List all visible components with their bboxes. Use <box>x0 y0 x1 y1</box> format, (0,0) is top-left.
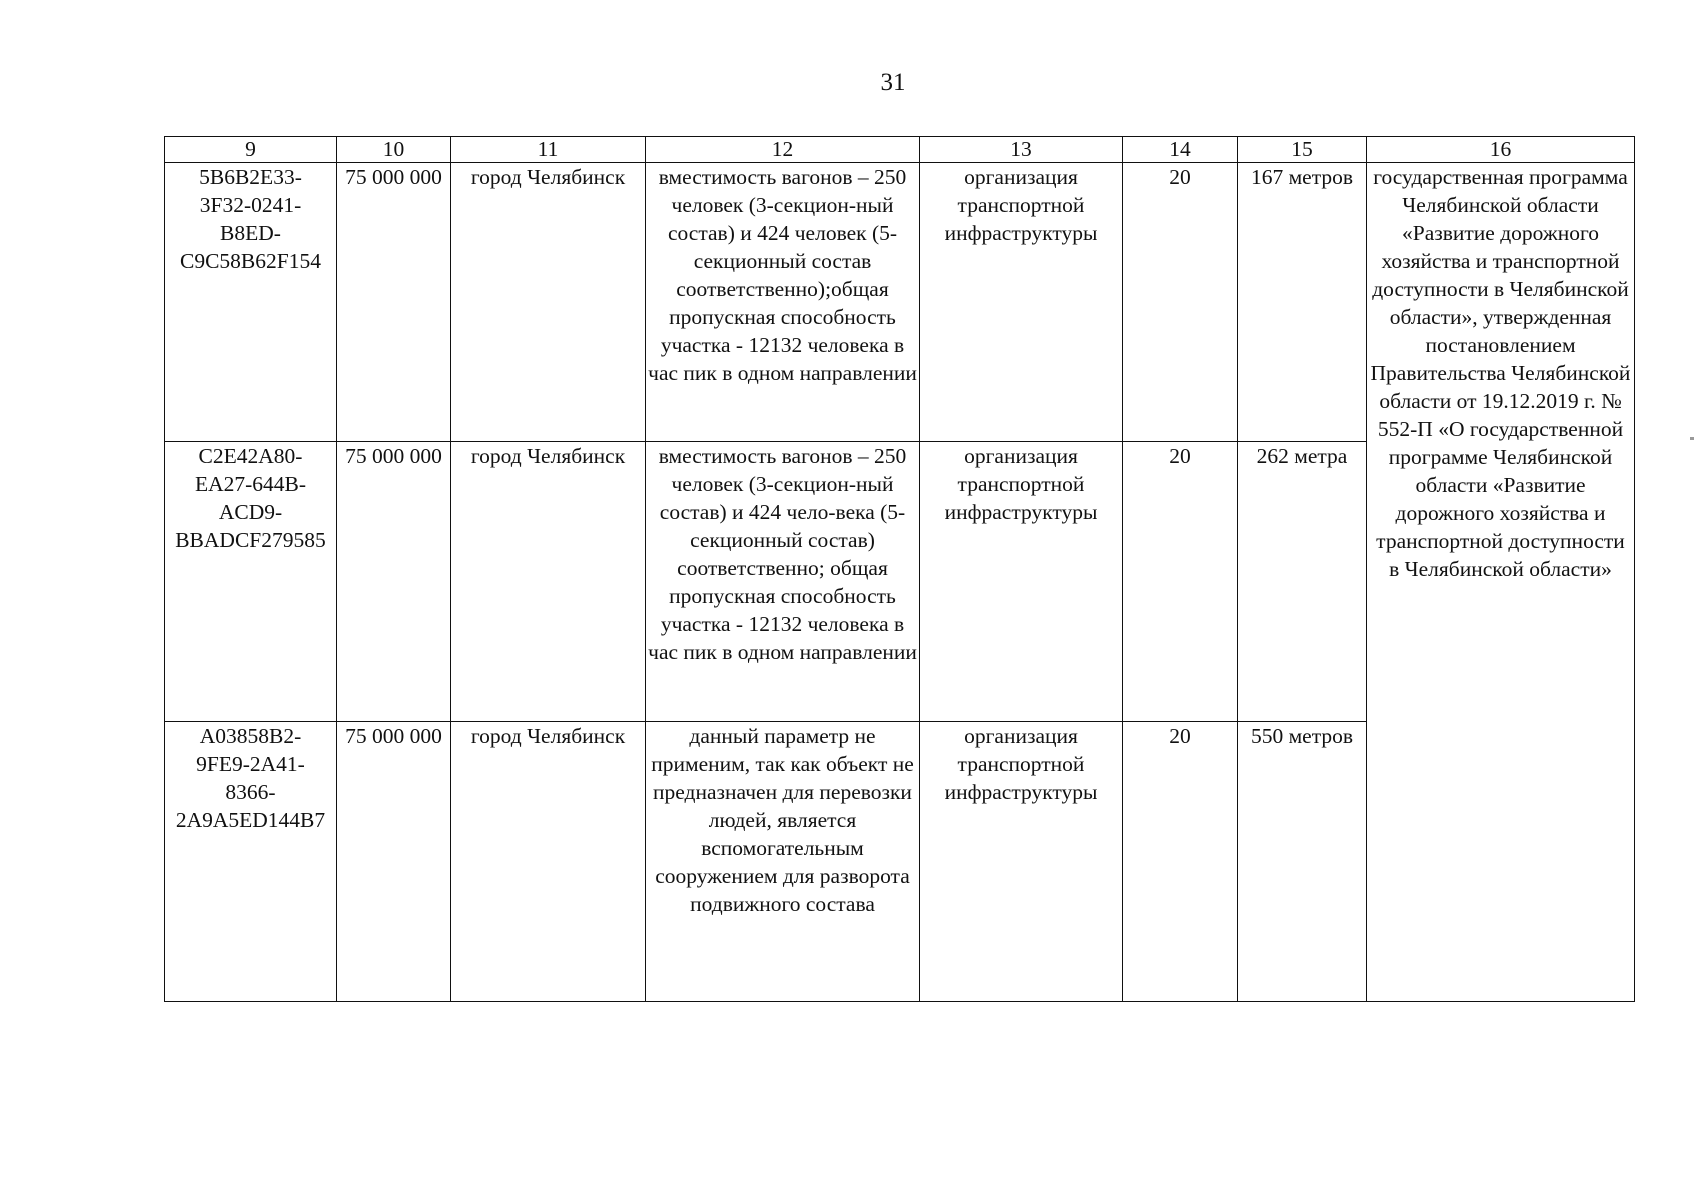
object-id-line: 2A9A5ED144B7 <box>175 808 326 832</box>
object-id-line: 5B6B2E33- <box>199 165 302 189</box>
scan-speck <box>1690 437 1694 440</box>
location-cell: город Челябинск <box>451 442 646 722</box>
term-cell: 20 <box>1123 442 1238 722</box>
object-id-line: A03858B2- <box>199 724 302 748</box>
header-cell-12: 12 <box>646 137 920 163</box>
object-id-line: 3F32-0241- <box>199 193 302 217</box>
term-cell: 20 <box>1123 163 1238 442</box>
object-id-cell <box>165 722 337 1002</box>
object-id-line: 8366- <box>225 780 276 804</box>
object-id-line: C9C58B62F154 <box>180 249 321 273</box>
header-cell-16: 16 <box>1367 137 1635 163</box>
header-cell-10: 10 <box>337 137 451 163</box>
parameter-cell: вместимость вагонов – 250 человек (3-секцион-ный состав) и 424 чело-века (5-секционный состав) соответственно; общая пропускная способность участка - 12132 человека в час пик в одном направлении <box>646 442 920 722</box>
purpose-cell: организация транспортной инфраструктуры <box>920 442 1123 722</box>
length-cell: 262 метра <box>1238 442 1367 722</box>
budget-cell: 75 000 000 <box>337 163 451 442</box>
object-id-line: B8ED- <box>220 221 281 245</box>
location-cell: город Челябинск <box>451 163 646 442</box>
program-cell: государственная программа Челябинской области «Развитие дорожного хозяйства и транспортной доступности в Челябинской области», утвержденная постановлением Правительства Челябинской области от 19.12.2019 г. № 552-П «О государственной программе Челябинской области «Развитие дорожного хозяйства и транспортной доступности в Челябинской области» <box>1367 163 1635 1002</box>
table-row <box>165 163 1635 442</box>
page-number: 31 <box>880 69 906 96</box>
parameter-cell: данный параметр не применим, так как объект не предназначен для перевозки людей, является вспомогательным сооружением для разворота подвижного состава <box>646 722 920 1002</box>
header-cell-14: 14 <box>1123 137 1238 163</box>
object-id-line: C2E42A80- <box>198 444 303 468</box>
object-id-line: BBADCF279585 <box>175 528 326 552</box>
purpose-cell: организация транспортной инфраструктуры <box>920 163 1123 442</box>
length-cell: 550 метров <box>1238 722 1367 1002</box>
purpose-cell: организация транспортной инфраструктуры <box>920 722 1123 1002</box>
location-cell: город Челябинск <box>451 722 646 1002</box>
data-table <box>164 136 1635 1002</box>
term-cell: 20 <box>1123 722 1238 1002</box>
object-id-cell <box>165 163 337 442</box>
object-id-line: EA27-644B- <box>194 472 307 496</box>
header-row <box>165 137 1635 163</box>
object-id-cell <box>165 442 337 722</box>
length-cell: 167 метров <box>1238 163 1367 442</box>
header-cell-13: 13 <box>920 137 1123 163</box>
parameter-cell: вместимость вагонов – 250 человек (3-секцион-ный состав) и 424 человек (5-секционный состав соответственно);общая пропускная способность участка - 12132 человека в час пик в одном направлении <box>646 163 920 442</box>
budget-cell: 75 000 000 <box>337 722 451 1002</box>
header-cell-9: 9 <box>165 137 337 163</box>
header-cell-15: 15 <box>1238 137 1367 163</box>
header-cell-11: 11 <box>451 137 646 163</box>
object-id-line: 9FE9-2A41- <box>196 752 305 776</box>
object-id-line: ACD9- <box>218 500 283 524</box>
budget-cell: 75 000 000 <box>337 442 451 722</box>
